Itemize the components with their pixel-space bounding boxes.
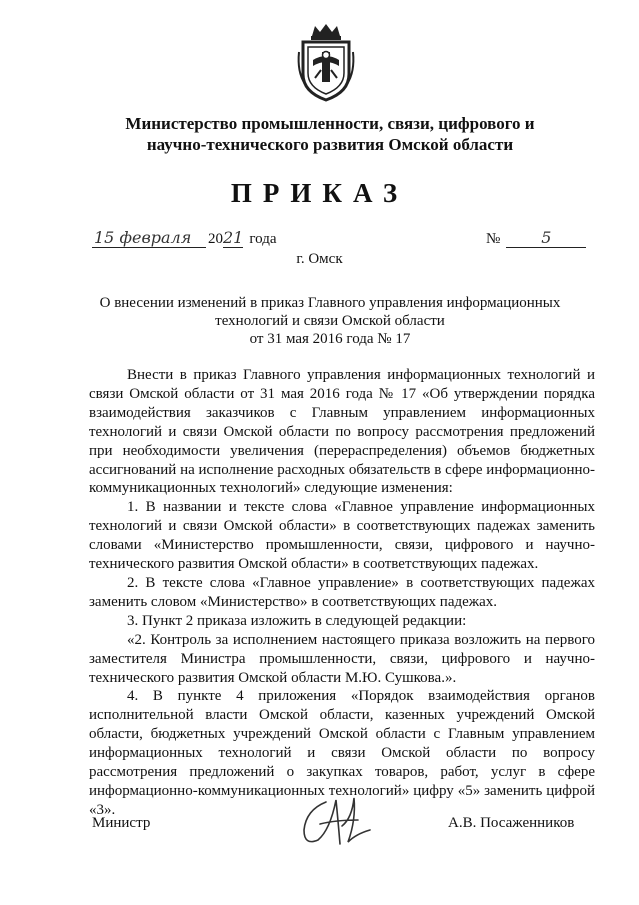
order-body bbox=[89, 366, 595, 820]
order-city: г. Омск bbox=[296, 251, 343, 267]
order-number bbox=[486, 228, 586, 248]
ministry-name-line1: Министерство промышленности, связи, цифрового и bbox=[125, 114, 535, 133]
order-subject bbox=[95, 294, 565, 348]
body-paragraph: 2. В тексте слова «Главное управление» в соответствующих падежах заменить словом «Министерство» в соответствующих падежах. bbox=[89, 574, 595, 610]
order-date-year-prefix: 20 bbox=[208, 231, 223, 247]
order-subject-line3: от 31 мая 2016 года № 17 bbox=[249, 331, 411, 347]
ministry-name-line2: научно-технического развития Омской области bbox=[146, 135, 514, 154]
ministry-name bbox=[90, 113, 570, 155]
order-number-label: № bbox=[486, 231, 501, 247]
body-paragraph: Внести в приказ Главного управления информационных технологий и связи Омской области от 31 мая 2016 года № 17 «Об утверждении порядка взаимодействия заказчиков с Главным управлением информационных технологий и связи Омской области по вопросу рассмотрения предложений при необходимости увеличения (перераспределения) объемов бюджетных ассигнований на исполнение расходных обязательств в сфере информационно-коммуникационных технологий» следующие изменения: bbox=[89, 367, 595, 497]
body-paragraph: 1. В названии и тексте слова «Главное управление информационных технологий и связи Омской области» в соответствующих падежах заменить словами «Министерство промышленности, связи, цифрового и научно-технического развития Омской области» в соответствующих падежах. bbox=[89, 499, 595, 573]
body-paragraph: «2. Контроль за исполнением настоящего приказа возложить на первого заместителя Министра промышленности, связи, цифрового и научно-технического развития Омской области М.Ю. Сушкова.». bbox=[89, 631, 595, 686]
order-date-day: 15 февраля bbox=[92, 228, 206, 248]
handwritten-signature-icon bbox=[296, 790, 376, 852]
order-date-year-suffix: 21 bbox=[223, 228, 244, 247]
order-number-value: 5 bbox=[506, 228, 586, 248]
signatory-name: А.В. Посаженников bbox=[448, 815, 575, 831]
order-subject-line2: технологий и связи Омской области bbox=[215, 313, 445, 329]
order-date bbox=[92, 228, 277, 248]
body-paragraph: 4. В пункте 4 приложения «Порядок взаимодействия органов исполнительной власти Омской области, казенных учреждений Омской области, бюджетных учреждений Омской области с Главным управлением информационных технологий и связи Омской области по вопросу рассмотрения предложений о закупках товаров, работ, услуг в сфере информационно-коммуникационных технологий» цифру «5» заменить цифрой «3». bbox=[89, 688, 595, 818]
order-title: ПРИКАЗ bbox=[230, 178, 409, 208]
signatory-title: Министр bbox=[92, 815, 151, 831]
order-date-suffix: года bbox=[249, 231, 277, 247]
omsk-coat-of-arms-icon bbox=[295, 22, 357, 102]
body-paragraph: 3. Пункт 2 приказа изложить в следующей редакции: bbox=[127, 612, 467, 629]
order-subject-line1: О внесении изменений в приказ Главного управления информационных bbox=[99, 295, 561, 311]
